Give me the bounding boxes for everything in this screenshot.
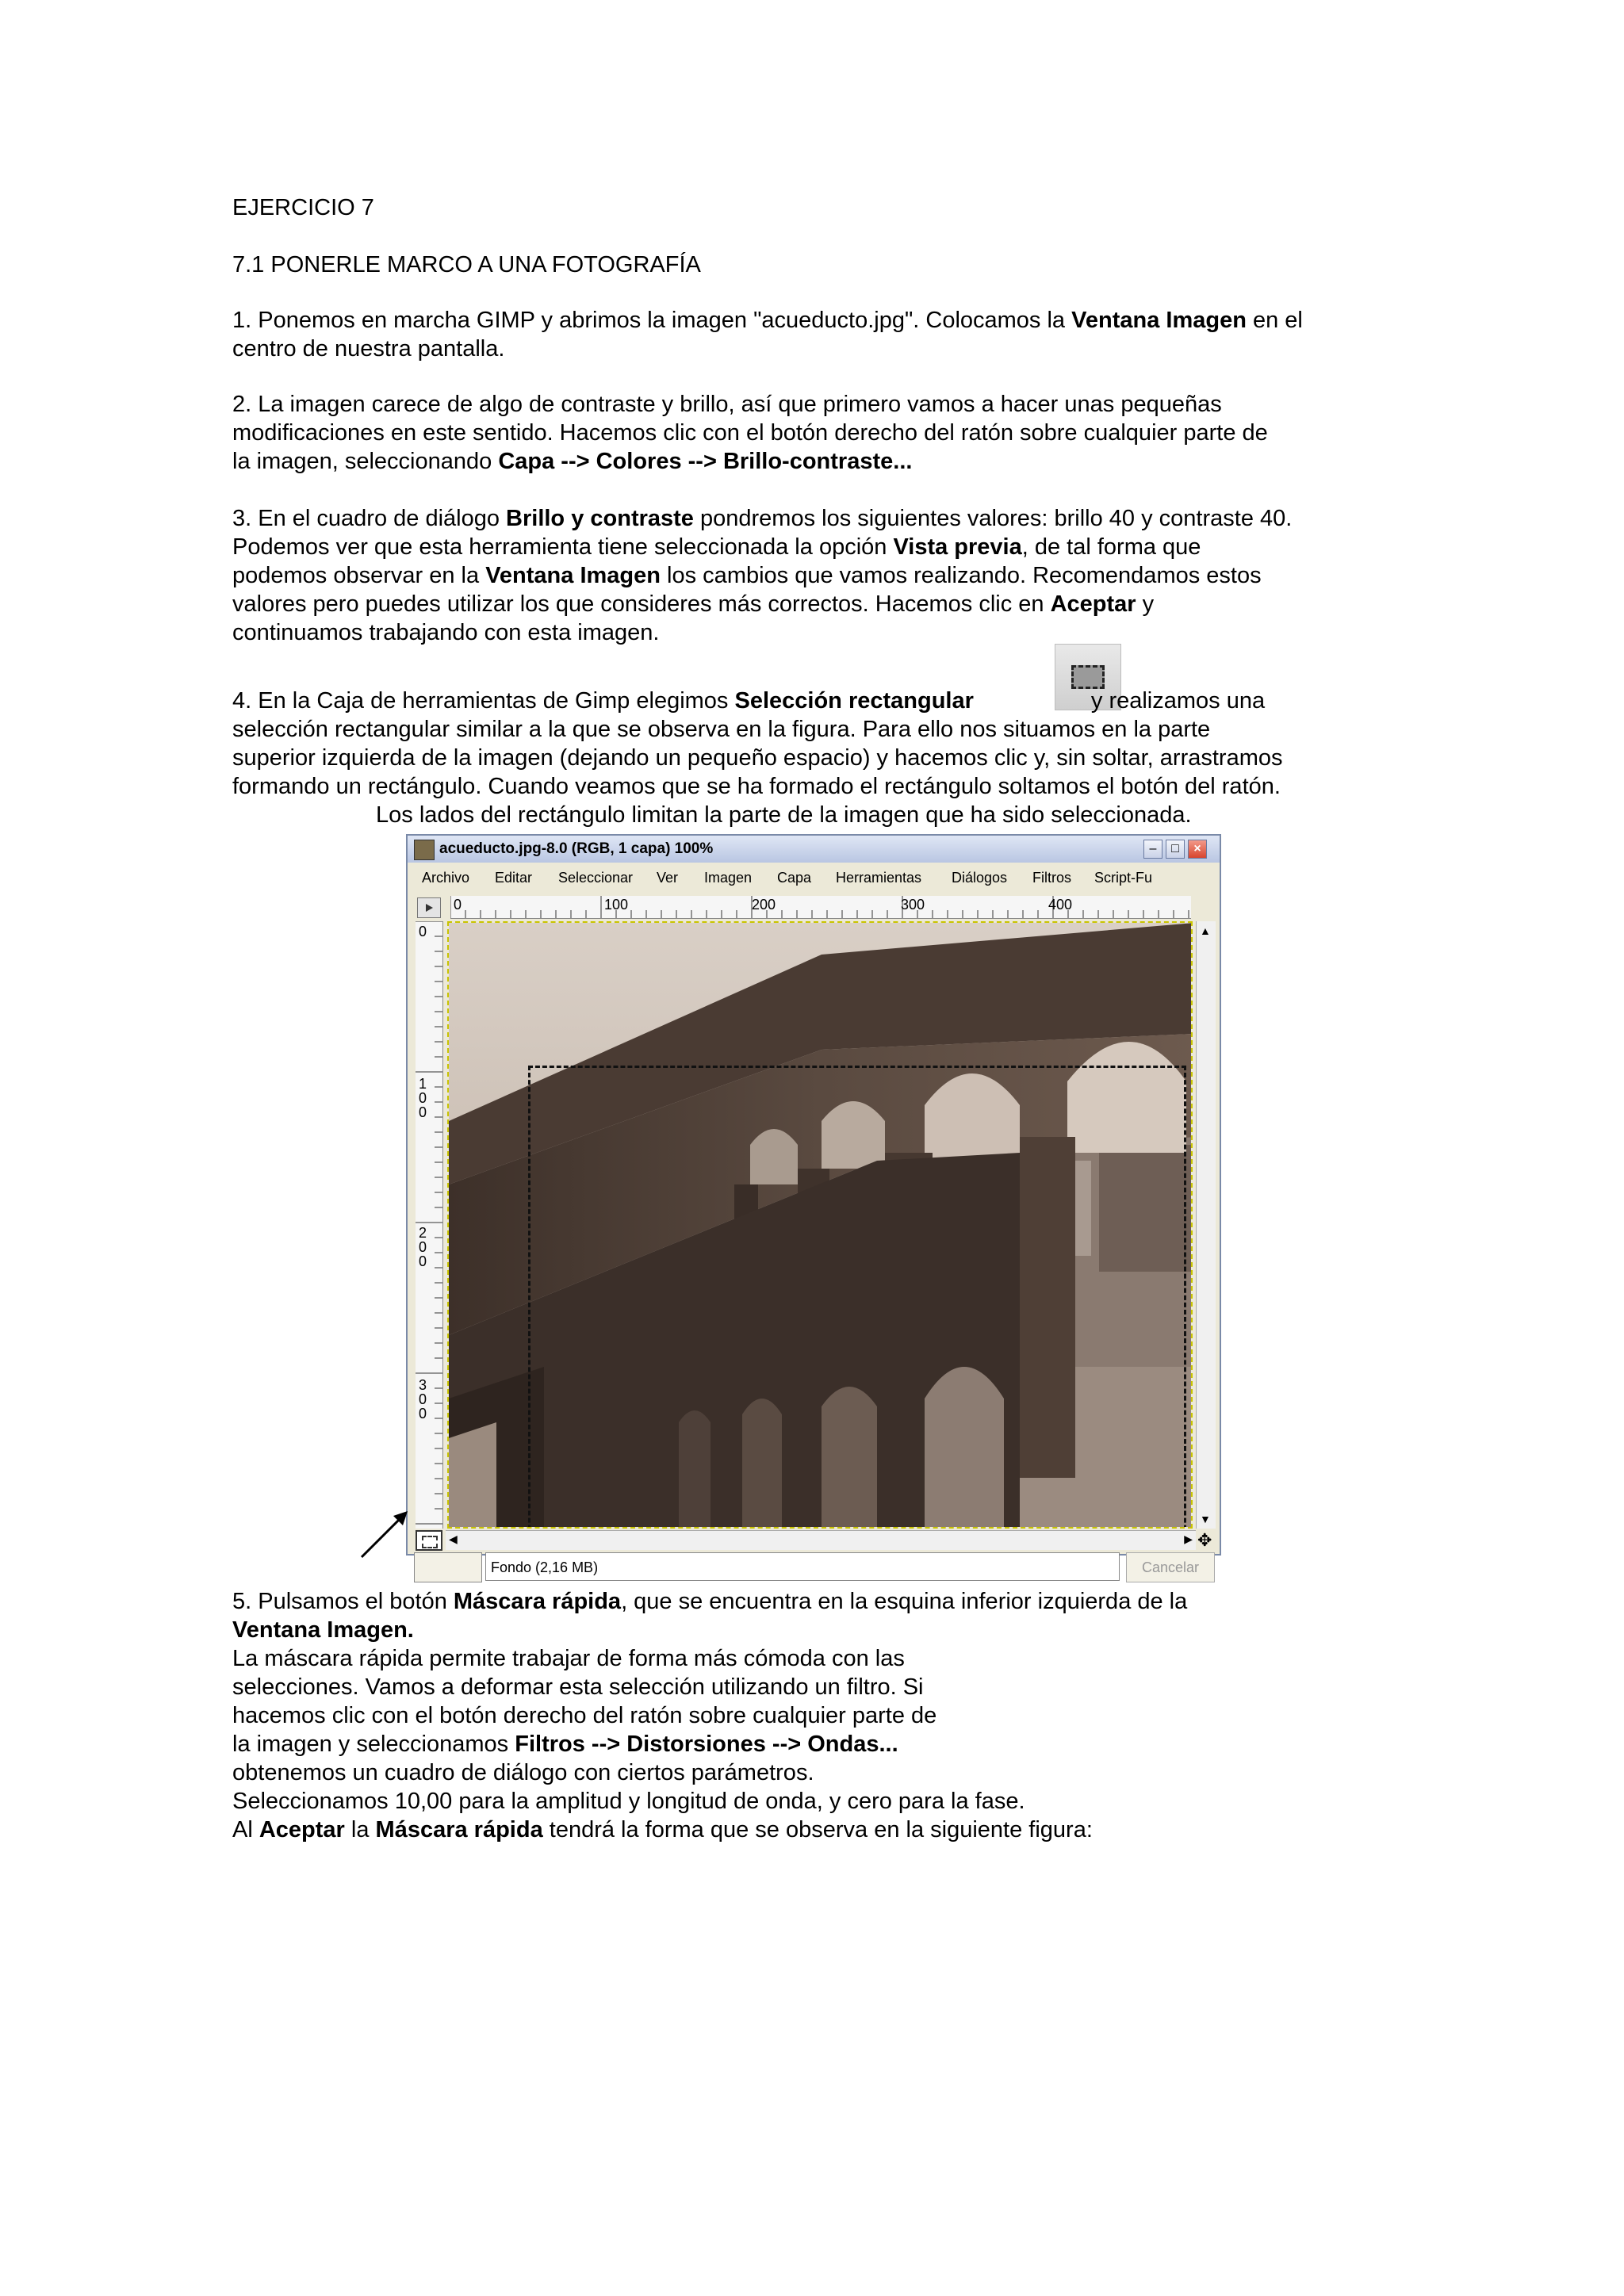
vruler-label-300: 3 0 0 [419,1377,427,1422]
cancel-button[interactable]: Cancelar [1126,1552,1215,1582]
step-3-paragraph: 3. En el cuadro de diálogo Brillo y contraste pondremos los siguientes valores: brillo 40 y contraste 40. Podemos ver que esta herramienta tiene seleccionada la opción Vista previa, de tal forma que podemos observar en la Ventana Imagen los cambios que vamos realizando. Recomendamos estos valores pero puedes utilizar los que consideres más correctos. Hacemos clic en Aceptar y continuamos trabajando con esta imagen. [232,506,1293,645]
exercise-heading: EJERCICIO 7 [232,195,374,220]
scroll-down-icon[interactable]: ▼ [1200,1513,1211,1525]
gimp-image-window [406,834,1221,1575]
scroll-right-icon[interactable]: ▶ [1184,1533,1193,1545]
menu-bar [408,866,1220,890]
minimize-icon[interactable]: – [1143,840,1162,859]
hruler-label-0: 0 [454,897,462,913]
vertical-scrollbar[interactable] [1196,921,1216,1529]
menu-imagen[interactable]: Imagen [704,870,753,886]
navigate-icon[interactable]: ✥ [1197,1530,1212,1550]
step-4-paragraph: 4. En la Caja de herramientas de Gimp elegimos Selección rectangular y realizamos una selección rectangular similar a la que se observa en la figura. Para ello nos situamos en la parte superior izquierda de la imagen (dejando un pequeño espacio) y hacemos clic y, sin soltar, arrastramos formando un rectángulo. Cuando veamos que se ha formado el rectángulo soltamos el botón del ratón. [232,688,1283,799]
vruler-label-100: 1 0 0 [419,1076,427,1120]
quick-mask-button[interactable] [416,1530,442,1551]
menu-filtros[interactable]: Filtros [1032,870,1071,886]
gimp-app-icon [414,840,435,860]
horizontal-scrollbar[interactable] [446,1530,1196,1550]
step-5-paragraph: 5. Pulsamos el botón Máscara rápida, que se encuentra en la esquina inferior izquierda de la Ventana Imagen. La máscara rápida permite trabajar de forma más cómoda con las selecciones. Vamos a deformar esta selección utilizando un filtro. Si hacemos clic con el botón derecho del ratón sobre cualquier parte de la imagen y seleccionamos Filtros --> Distorsiones --> Ondas... obtenemos un cuadro de diálogo con ciertos parámetros. Seleccionamos 10,00 para la amplitud y longitud de onda, y cero para la fase. Al Aceptar la Máscara rápida tendrá la forma que se observa en la siguiente figura: [232,1589,1188,1843]
scroll-up-icon[interactable]: ▲ [1200,924,1211,937]
step-4-centered-line: Los lados del rectángulo limitan la parte de la imagen que ha sido seleccionada. [376,802,1192,828]
hruler-label-200: 200 [752,897,776,913]
pointer-coordinates-box [414,1552,482,1582]
menu-archivo[interactable]: Archivo [422,870,470,886]
step-2-paragraph: 2. La imagen carece de algo de contraste y brillo, así que primero vamos a hacer unas pequeñas modificaciones en este sentido. Hacemos clic con el botón derecho del ratón sobre cualquier parte de la imagen, seleccionando Capa --> Colores --> Brillo-contraste... [232,392,1268,474]
menu-herramientas[interactable]: Herramientas [836,870,922,886]
menu-editar[interactable]: Editar [495,870,533,886]
menu-script-fu[interactable]: Script-Fu [1094,870,1153,886]
step-1-paragraph: 1. Ponemos en marcha GIMP y abrimos la imagen "acueducto.jpg". Colocamos la Ventana Imagen en el centro de nuestra pantalla. [232,308,1303,362]
hruler-label-100: 100 [604,897,629,913]
window-titlebar [408,836,1220,863]
scroll-left-icon[interactable]: ◀ [449,1533,458,1545]
menu-dialogos[interactable]: Diálogos [952,870,1008,886]
menu-seleccionar[interactable]: Seleccionar [558,870,634,886]
layer-status-field: Fondo (2,16 MB) [485,1552,1120,1581]
maximize-icon[interactable]: □ [1166,840,1185,859]
vruler-label-200: 2 0 0 [419,1225,427,1269]
close-icon[interactable]: × [1188,840,1207,859]
menu-ver[interactable]: Ver [657,870,679,886]
window-title: acueducto.jpg-8.0 (RGB, 1 capa) 100% [439,840,714,857]
pointer-arrow-icon [357,1506,412,1562]
image-canvas[interactable] [447,921,1193,1529]
section-title: 7.1 PONERLE MARCO A UNA FOTOGRAFÍA [232,252,701,277]
rectangular-selection [528,1066,1186,1529]
vertical-ruler [416,921,443,1529]
menu-capa[interactable]: Capa [777,870,812,886]
horizontal-ruler [450,896,1191,919]
hruler-label-400: 400 [1048,897,1073,913]
vruler-label-0: 0 [419,924,427,939]
hruler-label-300: 300 [901,897,925,913]
ruler-menu-button[interactable] [417,897,441,918]
